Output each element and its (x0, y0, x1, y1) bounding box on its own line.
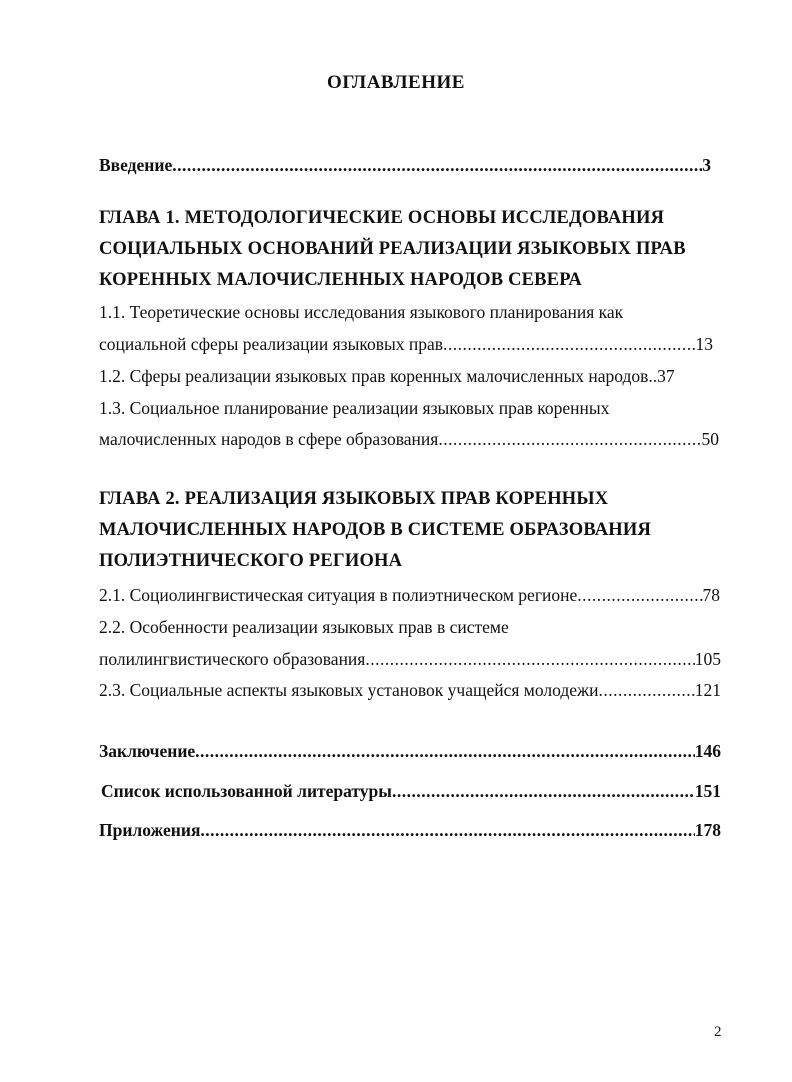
toc-section-1-1-line2[interactable] (99, 334, 713, 355)
leader-dots (195, 741, 695, 762)
leader-dots (598, 680, 694, 701)
toc-entry-appendix[interactable] (99, 820, 721, 841)
toc-entry-label: малочисленных народов в сфере образования (99, 429, 439, 449)
toc-entry-intro[interactable] (99, 155, 711, 176)
page-number: 2 (714, 1024, 722, 1040)
toc-section-2-3[interactable] (99, 680, 721, 701)
toc-page-number: 151 (694, 781, 721, 801)
leader-dots (172, 155, 702, 176)
page-title: ОГЛАВЛЕНИЕ (327, 72, 465, 93)
leader-dots (392, 781, 695, 802)
toc-page-number: 13 (695, 334, 713, 354)
toc-entry-conclusion[interactable] (99, 741, 721, 762)
toc-entry-label: Приложения (99, 820, 201, 840)
toc-page-number: 146 (694, 741, 721, 761)
toc-entry-label: 2.3. Социальные аспекты языковых установок учащейся молодежи (99, 680, 599, 700)
leader-dots (438, 429, 701, 450)
toc-entry-label: 2.1. Социолингвистическая ситуация в полиэтническом регионе (99, 585, 578, 605)
leader-dots (200, 820, 694, 841)
toc-page-number: 105 (694, 649, 721, 669)
toc-entry-references[interactable] (101, 781, 721, 802)
toc-section-1-2[interactable]: 1.2. Сферы реализации языковых прав коренных малочисленных народов..37 (99, 366, 675, 386)
chapter2-heading-line1: ГЛАВА 2. РЕАЛИЗАЦИЯ ЯЗЫКОВЫХ ПРАВ КОРЕННЫХ (99, 489, 609, 509)
chapter1-heading-line1: ГЛАВА 1. МЕТОДОЛОГИЧЕСКИЕ ОСНОВЫ ИССЛЕДОВАНИЯ (99, 208, 665, 228)
toc-page-number: 121 (694, 680, 721, 700)
toc-section-1-3-line2[interactable] (99, 429, 719, 450)
toc-section-2-2-line2[interactable] (99, 649, 721, 670)
chapter2-heading-line3: ПОЛИЭТНИЧЕСКОГО РЕГИОНА (99, 551, 403, 571)
toc-section-2-1[interactable] (99, 585, 720, 606)
toc-page-number: 50 (701, 429, 719, 449)
toc-entry-label: Заключение (99, 741, 196, 761)
toc-page-number: 78 (702, 585, 720, 605)
toc-entry-label: полилингвистического образования (99, 649, 366, 669)
leader-dots (443, 334, 696, 355)
toc-entry-label: Введение (99, 155, 173, 175)
leader-dots (577, 585, 702, 606)
leader-dots (365, 649, 694, 670)
toc-entry-label: социальной сферы реализации языковых прав (99, 334, 443, 354)
toc-section-1-1-line1[interactable]: 1.1. Теоретические основы исследования языкового планирования как (99, 302, 624, 322)
toc-section-1-3-line1[interactable]: 1.3. Социальное планирование реализации языковых прав коренных (99, 398, 610, 418)
chapter1-heading-line2: СОЦИАЛЬНЫХ ОСНОВАНИЙ РЕАЛИЗАЦИИ ЯЗЫКОВЫХ ПРАВ (99, 239, 686, 259)
toc-section-2-2-line1[interactable]: 2.2. Особенности реализации языковых прав в системе (99, 617, 509, 637)
toc-page-number: 178 (694, 820, 721, 840)
toc-page-number: 3 (702, 155, 711, 175)
chapter2-heading-line2: МАЛОЧИСЛЕННЫХ НАРОДОВ В СИСТЕМЕ ОБРАЗОВАНИЯ (99, 520, 652, 540)
toc-entry-label: Список использованной литературы (101, 781, 392, 801)
chapter1-heading-line3: КОРЕННЫХ МАЛОЧИСЛЕННЫХ НАРОДОВ СЕВЕРА (99, 270, 582, 290)
